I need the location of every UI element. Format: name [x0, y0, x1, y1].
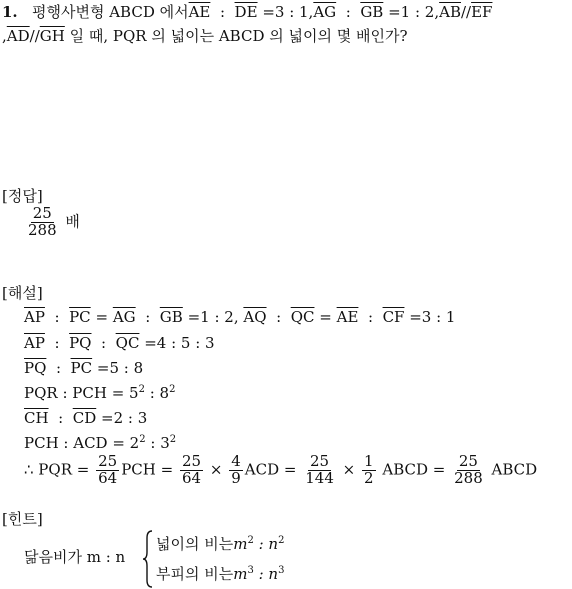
hint-area-text: 넓이의 비는	[156, 535, 234, 553]
fraction-denominator: 64	[182, 468, 202, 487]
comma: ,	[2, 27, 7, 45]
segment-ag: $\overline{AG}$	[313, 3, 337, 21]
ratio-colon: :	[145, 308, 151, 326]
segment-cd: $\overline{CD}$	[72, 409, 97, 427]
ratio-value: =3 : 1,	[262, 3, 314, 21]
segment-de: $\overline{DE}$	[234, 3, 258, 21]
exponent: 2	[247, 535, 254, 546]
ratio-value: =1 : 2,	[187, 308, 239, 326]
ratio-colon: :	[55, 359, 61, 377]
hint-row-area	[156, 536, 284, 553]
area-ratio-text: : 8	[144, 384, 170, 402]
segment-ag: $\overline{AG}$	[112, 308, 136, 326]
equation-text: ABCD	[491, 460, 538, 479]
question-text: 일 때, PQR 의 넓이는 ABCD 의 넓이의 몇 배인가?	[69, 27, 408, 45]
solution-line-2	[24, 335, 215, 352]
segment-ab: $\overline{AB}$	[439, 3, 461, 21]
solution-label: [해설]	[2, 284, 43, 302]
equation-text: ABCD =	[382, 460, 446, 479]
segment-gb: $\overline{GB}$	[360, 3, 384, 21]
fraction-numerator: 25	[458, 452, 478, 470]
fraction-numerator: 25	[310, 452, 330, 470]
exponent: 3	[278, 565, 285, 576]
answer-value	[24, 206, 80, 239]
fraction-numerator: 1	[364, 452, 374, 470]
equation-text: ACD =	[244, 460, 297, 479]
fraction-numerator: 25	[98, 452, 118, 470]
exponent: 2	[278, 535, 285, 546]
fraction	[303, 454, 336, 487]
fraction-denominator: 9	[231, 468, 241, 487]
fraction-denominator: 2	[364, 468, 374, 487]
segment-qc: $\overline{QC}$	[290, 308, 315, 326]
equals: =	[95, 308, 109, 326]
times-symbol: ×	[209, 460, 223, 479]
problem-text: 평행사변형 ABCD 에서	[31, 3, 189, 21]
ratio-colon: :	[276, 308, 282, 326]
exponent: 2	[169, 384, 176, 395]
segment-pc: $\overline{PC}$	[69, 308, 91, 326]
answer-unit: 배	[65, 212, 80, 231]
exponent: 2	[139, 434, 146, 445]
ratio-colon: :	[58, 409, 64, 427]
fraction-numerator: 4	[231, 452, 241, 470]
segment-pq: $\overline{PQ}$	[69, 334, 92, 352]
hint-label: [힌트]	[2, 510, 43, 528]
fraction-denominator: 288	[28, 220, 57, 239]
area-ratio-text: PQR : PCH = 5	[24, 384, 139, 402]
hint-row-volume	[156, 566, 284, 583]
area-ratio-text: PCH : ACD = 2	[24, 434, 140, 452]
segment-ch: $\overline{CH}$	[24, 409, 49, 427]
solution-line-6	[24, 435, 176, 452]
ratio-colon: :	[54, 308, 60, 326]
ratio-value: =2 : 3	[101, 409, 148, 427]
equals: =	[319, 308, 332, 326]
segment-pc: $\overline{PC}$	[70, 359, 93, 377]
segment-ad: $\overline{AD}$	[6, 27, 30, 45]
fraction-denominator: 144	[305, 468, 334, 487]
ratio-value: =4 : 5 : 3	[144, 334, 215, 352]
segment-gb: $\overline{GB}$	[159, 308, 183, 326]
segment-cf: $\overline{CF}$	[382, 308, 405, 326]
fraction-denominator: 64	[98, 468, 118, 487]
times-symbol: ×	[342, 460, 356, 479]
hint-volume-text: 부피의 비는	[156, 565, 234, 583]
ratio-colon: :	[367, 308, 374, 326]
parallel-symbol: //	[29, 27, 40, 45]
problem-number: 1.	[2, 3, 18, 21]
solution-line-7	[24, 454, 537, 487]
segment-ae: $\overline{AE}$	[188, 3, 211, 21]
area-ratio-text: : 3	[145, 434, 170, 452]
segment-ef: $\overline{EF}$	[471, 3, 493, 21]
curly-brace-icon	[142, 530, 154, 588]
math-var: : n	[253, 565, 279, 583]
fraction	[452, 454, 485, 487]
fraction-numerator: 25	[182, 452, 202, 470]
parallel-symbol: //	[460, 3, 472, 21]
exponent: 2	[138, 384, 145, 395]
ratio-colon: :	[101, 334, 107, 352]
segment-aq: $\overline{AQ}$	[243, 308, 267, 326]
solution-line-1	[24, 309, 455, 326]
ratio-value: =5 : 8	[96, 359, 144, 377]
solution-line-3	[24, 360, 143, 377]
hint-lead: 닮음비가 m : n	[24, 548, 126, 566]
answer-label: [정답]	[2, 187, 43, 205]
ratio-value: =3 : 1	[409, 308, 456, 326]
segment-ap: $\overline{AP}$	[24, 334, 45, 352]
therefore-text: ∴ PQR =	[24, 460, 90, 479]
math-var: : n	[253, 535, 279, 553]
ratio-colon: :	[54, 334, 60, 352]
fraction	[180, 454, 203, 487]
solution-line-4	[24, 385, 175, 402]
fraction	[96, 454, 119, 487]
fraction-numerator: 25	[32, 204, 52, 222]
segment-qc: $\overline{QC}$	[115, 334, 140, 352]
fraction	[362, 454, 376, 487]
ratio-value: =1 : 2,	[388, 3, 440, 21]
fraction	[229, 454, 243, 487]
segment-ap: $\overline{AP}$	[24, 308, 45, 326]
exponent: 2	[169, 434, 177, 445]
solution-line-5	[24, 410, 147, 427]
exponent: 3	[247, 565, 254, 576]
math-var: m	[233, 565, 248, 583]
math-var: m	[233, 535, 248, 553]
segment-ae: $\overline{AE}$	[336, 308, 359, 326]
equation-text: PCH =	[121, 460, 174, 479]
ratio-colon: :	[219, 3, 225, 21]
segment-gh: $\overline{GH}$	[39, 27, 65, 45]
problem-line-2	[2, 28, 408, 45]
segment-pq: $\overline{PQ}$	[24, 359, 47, 377]
problem-line-1	[2, 4, 492, 21]
fraction-denominator: 288	[454, 468, 483, 487]
answer-fraction	[26, 206, 59, 239]
ratio-colon: :	[345, 3, 351, 21]
